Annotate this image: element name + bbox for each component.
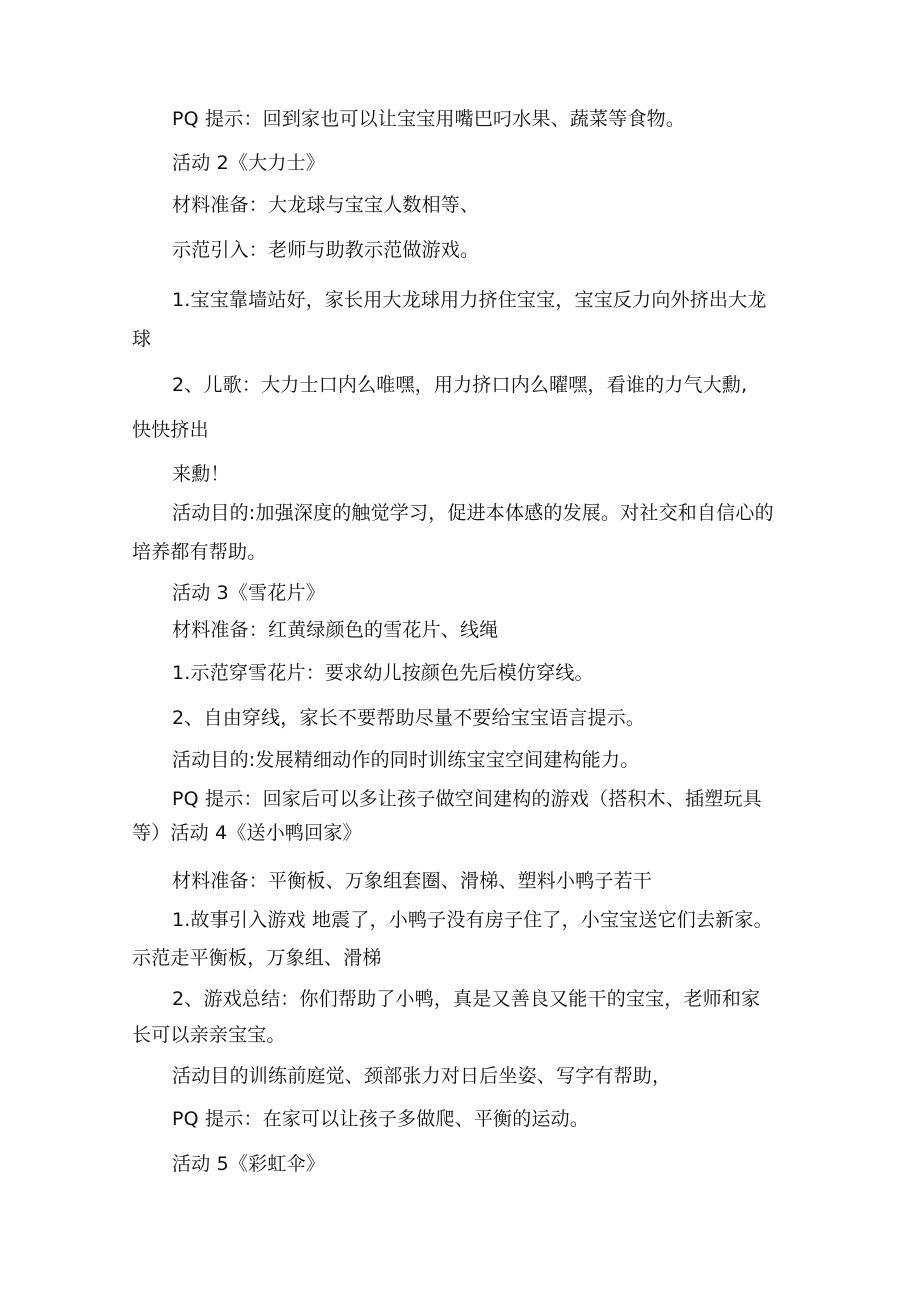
text-line: 2、儿歌：大力士口内么唯嘿，用力挤口内么曜嘿，看谁的力气大勳, — [172, 374, 748, 396]
text-line: 长可以亲亲宝宝。 — [132, 1024, 286, 1046]
text-line: 活动目的训练前庭觉、颈部张力对日后坐姿、写字有帮助， — [172, 1065, 672, 1087]
text-line: 示范走平衡板，万象组、滑梯 — [132, 947, 382, 969]
text-line: 活动 3《雪花片》 — [172, 582, 325, 604]
text-line: 活动目的:发展精细动作的同时训练宝宝空间建构能力。 — [172, 749, 640, 771]
text-line: 示范引入：老师与助教示范做游戏。 — [172, 239, 480, 261]
text-line: 等）活动 4《送小鸭回家》 — [132, 822, 362, 844]
text-line: 活动 5《彩虹伞》 — [172, 1153, 325, 1175]
text-line: 1.示范穿雪花片：要求幼儿按颜色先后模仿穿线。 — [172, 662, 594, 684]
text-line: 球 — [132, 328, 152, 350]
text-line: 1.宝宝靠墙站好，家长用大龙球用力挤住宝宝，宝宝反力向外挤出大龙 — [172, 289, 767, 311]
text-line: 1.故事引入游戏 地震了，小鸭子没有房子住了，小宝宝送它们去新家。 — [172, 909, 773, 931]
text-line: PQ 提示：回家后可以多让孩子做空间建构的游戏（搭积木、插塑玩具 — [172, 788, 762, 810]
text-line: 2、自由穿线，家长不要帮助尽量不要给宝宝语言提示。 — [172, 707, 646, 729]
text-line: 活动 2《大力士》 — [172, 152, 325, 174]
text-line: 2、游戏总结：你们帮助了小鸭，真是又善良又能干的宝宝，老师和家 — [172, 988, 761, 1010]
text-line: 材料准备：红黄绿颜色的雪花片、线绳 — [172, 619, 499, 641]
text-line: 材料准备：平衡板、万象组套圈、滑梯、塑料小鸭子若干 — [172, 870, 653, 892]
text-line: 培养都有帮助。 — [132, 541, 267, 563]
text-line: 快快挤出 — [132, 419, 209, 441]
text-line: PQ 提示：回到家也可以让宝宝用嘴巴叼水果、蔬菜等食物。 — [172, 108, 686, 130]
text-line: PQ 提示：在家可以让孩子多做爬、平衡的运动。 — [172, 1108, 590, 1130]
text-line: 材料准备：大龙球与宝宝人数相等、 — [172, 194, 480, 216]
text-line: 活动目的:加强深度的触觉学习，促进本体感的发展。对社交和自信心的 — [172, 502, 774, 524]
text-line: 来勳！ — [172, 463, 230, 485]
